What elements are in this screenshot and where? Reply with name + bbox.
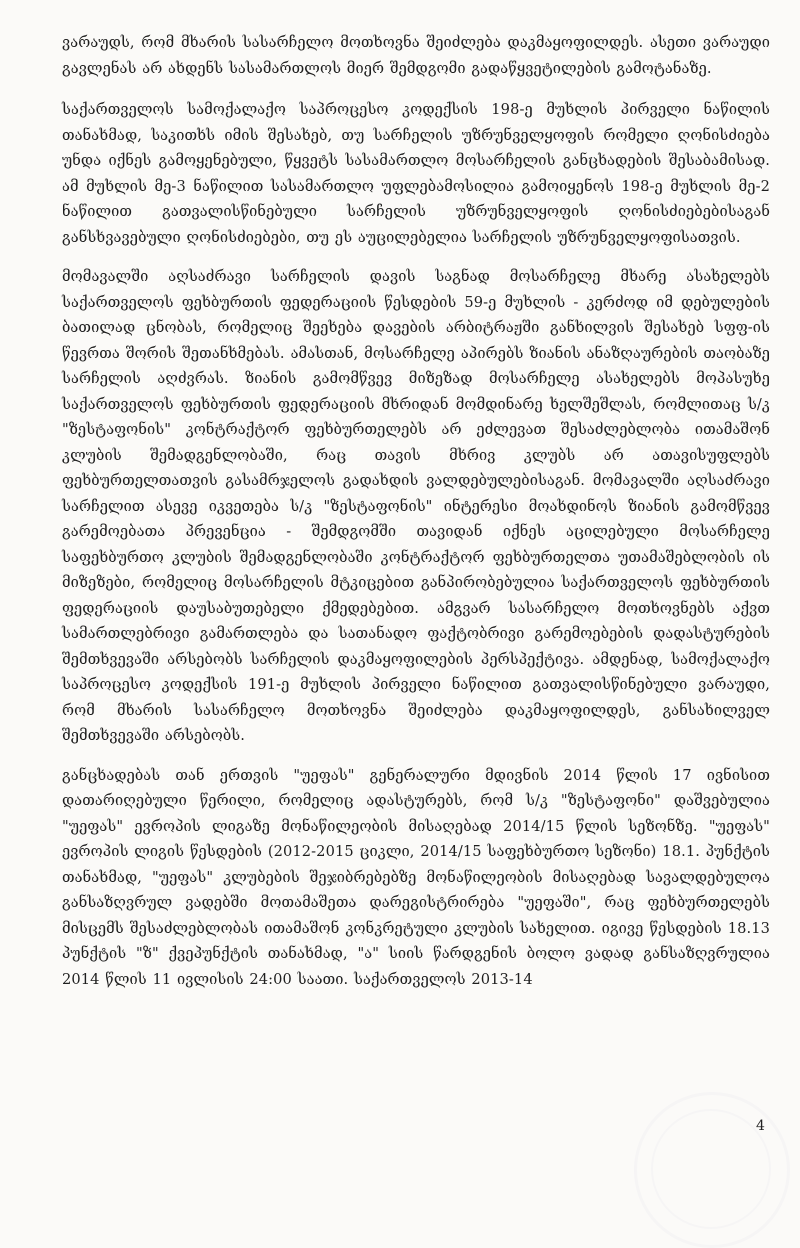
paragraph-1: ვარაუდს, რომ მხარის სასარჩელო მოთხოვნა შეიძლება დაკმაყოფილდეს. ასეთი ვარაუდი გავლენას არ ახდენს სასამართლოს მიერ შემდგომი გადაწყვეტილების გამოტანაზე. [62,34,770,77]
document-body [62,30,770,1008]
faint-stamp-watermark [634,1092,790,1248]
paragraph-3: მომავალში აღსაძრავი სარჩელის დავის საგნად მოსარჩელე მხარე ასახელებს საქართველოს ფეხბურთის ფედერაციის წესდების 59-ე მუხლის - კერძოდ იმ დებულების ბათილად ცნობას, რომელიც შეეხება დავების არბიტრაჟში განხილვის შესახებ სფფ-ის წევრთა შორის შეთანხმებას. ამასთან, მოსარჩელე აპირებს ზიანის ანაზღაურების თაობაზე სარჩელის აღძვრას. ზიანის გამომწვევ მიზეზად მოსარჩელე ასახელებს მოპასუხე საქართველოს ფეხბურთის ფედერაციის მხრიდან მომდინარე ხელშეშლას, რომლითაც ს/კ "ზესტაფონის" კონტრაქტორ ფეხბურთელებს არ ეძლევათ შესაძლებლობა ითამაშონ კლუბის შემადგენლობაში, რაც თავის მხრივ კლუბს არ ათავისუფლებს ფეხბურთელთათვის გასამრჯელოს გადახდის ვალდებულებისაგან. მომავალში აღსაძრავი სარჩელით ასევე იკვეთება ს/კ "ზესტაფონის" ინტერესი მოახდინოს ზიანის გამომწვევ გარემოებათა პრევენცია - შემდგომში თავიდან იქნეს აცილებული მოსარჩელე საფეხბურთო კლუბის შემადგენლობაში კონტრაქტორ ფეხბურთელთა უთამაშებლობის ის მიზეზები, რომელიც მოსარჩელის მტკიცებით განპირობებულია საქართველოს ფეხბურთის ფედერაციის დაუსაბუთებელი ქმედებებით. ამგვარ სასარჩელო მოთხოვნებს აქვთ სამართლებრივი გამართლება და სათანადო ფაქტობრივი გარემოებების დადასტურების შემთხვევაში არსებობს სარჩელის დაკმაყოფილების პერსპექტივა. ამდენად, სამოქალაქო საპროცესო კოდექსის 191-ე მუხლის პირველი ნაწილით გათვალისწინებული ვარაუდი, რომ მხარის სასარჩელო მოთხოვნა შეიძლება დაკმაყოფილდეს, განსახილველ შემთხვევაში არსებობს. [62,268,770,744]
paragraph-2: საქართველოს სამოქალაქო საპროცესო კოდექსის 198-ე მუხლის პირველი ნაწილის თანახმად, საკითხს იმის შესახებ, თუ სარჩელის უზრუნველყოფის რომელი ღონისძიება უნდა იქნეს გამოყენებული, წყვეტს სასამართლო მოსარჩელის განცხადების შესაბამისად. ამ მუხლის მე-3 ნაწილით სასამართლო უფლებამოსილია გამოიყენოს 198-ე მუხლის მე-2 ნაწილით გათვალისწინებული სარჩელის უზრუნველყოფის ღონისძიებებისაგან განსხვავებული ღონისძიებები, თუ ეს აუცილებელია სარჩელის უზრუნველყოფისათვის. [62,101,770,246]
paragraph-4: განცხადებას თან ერთვის "უეფას" გენერალური მდივნის 2014 წლის 17 ივნისით დათარიღებული წერილი, რომელიც ადასტურებს, რომ ს/კ "ზესტაფონი" დაშვებულია "უეფას" ევროპის ლიგაზე მონაწილეობის მისაღებად 2014/15 წლის სეზონზე. "უეფას" ევროპის ლიგის წესდების (2012-2015 ციკლი, 2014/15 საფეხბურთო სეზონი) 18.1. პუნქტის თანახმად, "უეფას" კლუბების შეჯიბრებებზე მონაწილეობის მისაღებად სავალდებულოა განსაზღვრულ ვადებში მოთამაშეთა დარეგისტრირება "უეფაში", რაც ფეხბურთელებს მისცემს შესაძლებლობას ითამაშონ კონკრეტული კლუბის სახელით. იგივე წესდების 18.13 პუნქტის "ზ" ქვეპუნქტის თანახმად, "ა" სიის წარდგენის ბოლო ვადად განსაზღვრულია 2014 წლის 11 ივლისის 24:00 საათი. საქართველოს 2013-14 [62,766,770,988]
page-number: 4 [756,1118,765,1134]
